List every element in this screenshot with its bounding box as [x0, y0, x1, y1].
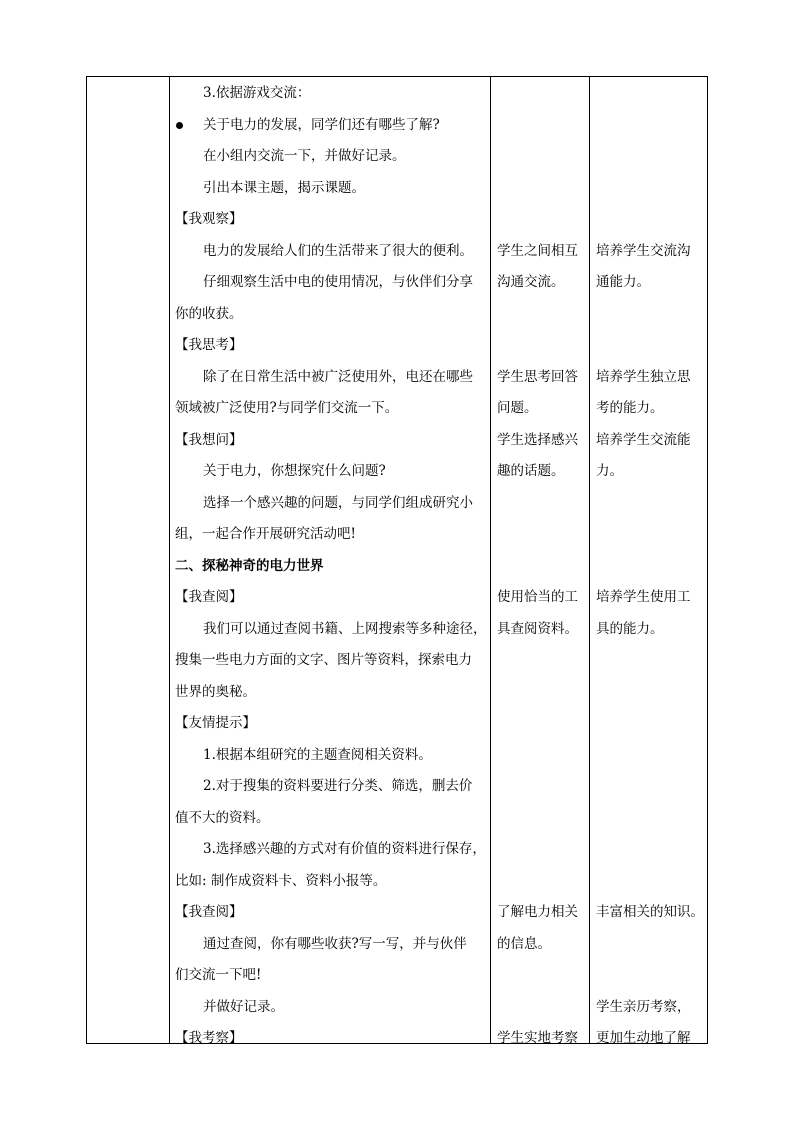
process-line: 除了在日常生活中被广泛使用外，电还在哪些	[203, 368, 473, 385]
process-line: 比如: 制作成资料卡、资料小报等。	[175, 872, 387, 889]
student-activity-line: 具查阅资料。	[497, 620, 578, 637]
design-intent-line: 更加生动地了解	[596, 1030, 691, 1046]
process-line: 搜集一些电力方面的文字、图片等资料，探索电力	[175, 652, 472, 668]
process-line: 关于电力的发展，同学们还有哪些了解?	[203, 116, 440, 133]
student-activity-line: 使用恰当的工	[497, 589, 578, 605]
column-divider	[589, 77, 590, 1043]
student-activity-line: 沟通交流。	[497, 274, 565, 290]
design-intent-line: 培养学生使用工	[596, 589, 691, 605]
process-line: 们交流一下吧!	[175, 967, 262, 983]
design-intent-line: 考的能力。	[596, 400, 664, 416]
process-line: 在小组内交流一下，并做好记录。	[203, 148, 406, 164]
process-line: 【我思考】	[175, 337, 243, 353]
process-line: 电力的发展给人们的生活带来了很大的便利。	[203, 242, 473, 259]
design-intent-line: 丰富相关的知识。	[596, 904, 704, 920]
column-divider	[490, 77, 491, 1043]
bullet-icon	[176, 122, 183, 129]
process-line: 关于电力，你想探究什么问题?	[203, 463, 386, 479]
column-divider	[169, 77, 170, 1043]
student-activity-line: 学生之间相互	[497, 242, 578, 259]
process-line: 你的收获。	[175, 305, 243, 322]
process-line: 值不大的资料。	[175, 809, 270, 826]
process-line: 【我观察】	[175, 211, 243, 227]
process-line: 3.依据游戏交流：	[203, 85, 311, 101]
process-line: 3.选择感兴趣的方式对有价值的资料进行保存，	[203, 841, 486, 857]
lesson-plan-table	[86, 76, 708, 1044]
process-line: 【我查阅】	[175, 904, 243, 920]
student-activity-line: 了解电力相关	[497, 904, 578, 920]
process-line: 引出本课主题，揭示课题。	[203, 179, 365, 196]
process-line: 世界的奥秘。	[175, 683, 256, 700]
process-line: 【我想问】	[175, 431, 243, 448]
design-intent-line: 培养学生交流能	[596, 431, 691, 448]
process-line: 2.对于搜集的资料要进行分类、筛选，删去价	[203, 778, 473, 794]
student-activity-line: 学生选择感兴	[497, 431, 578, 448]
process-line: 二、探秘神奇的电力世界	[175, 557, 324, 574]
design-intent-line: 具的能力。	[596, 620, 664, 637]
student-activity-line: 问题。	[497, 400, 538, 416]
design-intent-line: 学生亲历考察，	[596, 998, 691, 1015]
process-line: 领域被广泛使用?与同学们交流一下。	[175, 400, 399, 416]
design-intent-line: 培养学生独立思	[596, 368, 691, 385]
design-intent-line: 力。	[596, 463, 623, 479]
student-activity-line: 趣的话题。	[497, 463, 565, 479]
design-intent-line: 培养学生交流沟	[596, 242, 691, 259]
process-line: 并做好记录。	[203, 998, 284, 1015]
design-intent-line: 通能力。	[596, 274, 650, 290]
process-line: 组，一起合作开展研究活动吧!	[175, 526, 356, 542]
process-line: 【我查阅】	[175, 589, 243, 605]
process-line: 1.根据本组研究的主题查阅相关资料。	[203, 746, 432, 763]
student-activity-line: 的信息。	[497, 935, 551, 952]
process-line: 选择一个感兴趣的问题，与同学们组成研究小	[203, 494, 473, 511]
process-line: 通过查阅，你有哪些收获?写一写，并与伙伴	[203, 935, 467, 952]
process-line: 仔细观察生活中电的使用情况，与伙伴们分享	[203, 274, 473, 290]
process-line: 【我考察】	[175, 1030, 243, 1046]
student-activity-line: 学生思考回答	[497, 368, 578, 385]
process-line: 我们可以通过查阅书籍、上网搜索等多种途径，	[203, 620, 487, 637]
student-activity-line: 学生实地考察	[497, 1030, 578, 1046]
process-line: 【友情提示】	[175, 715, 256, 731]
